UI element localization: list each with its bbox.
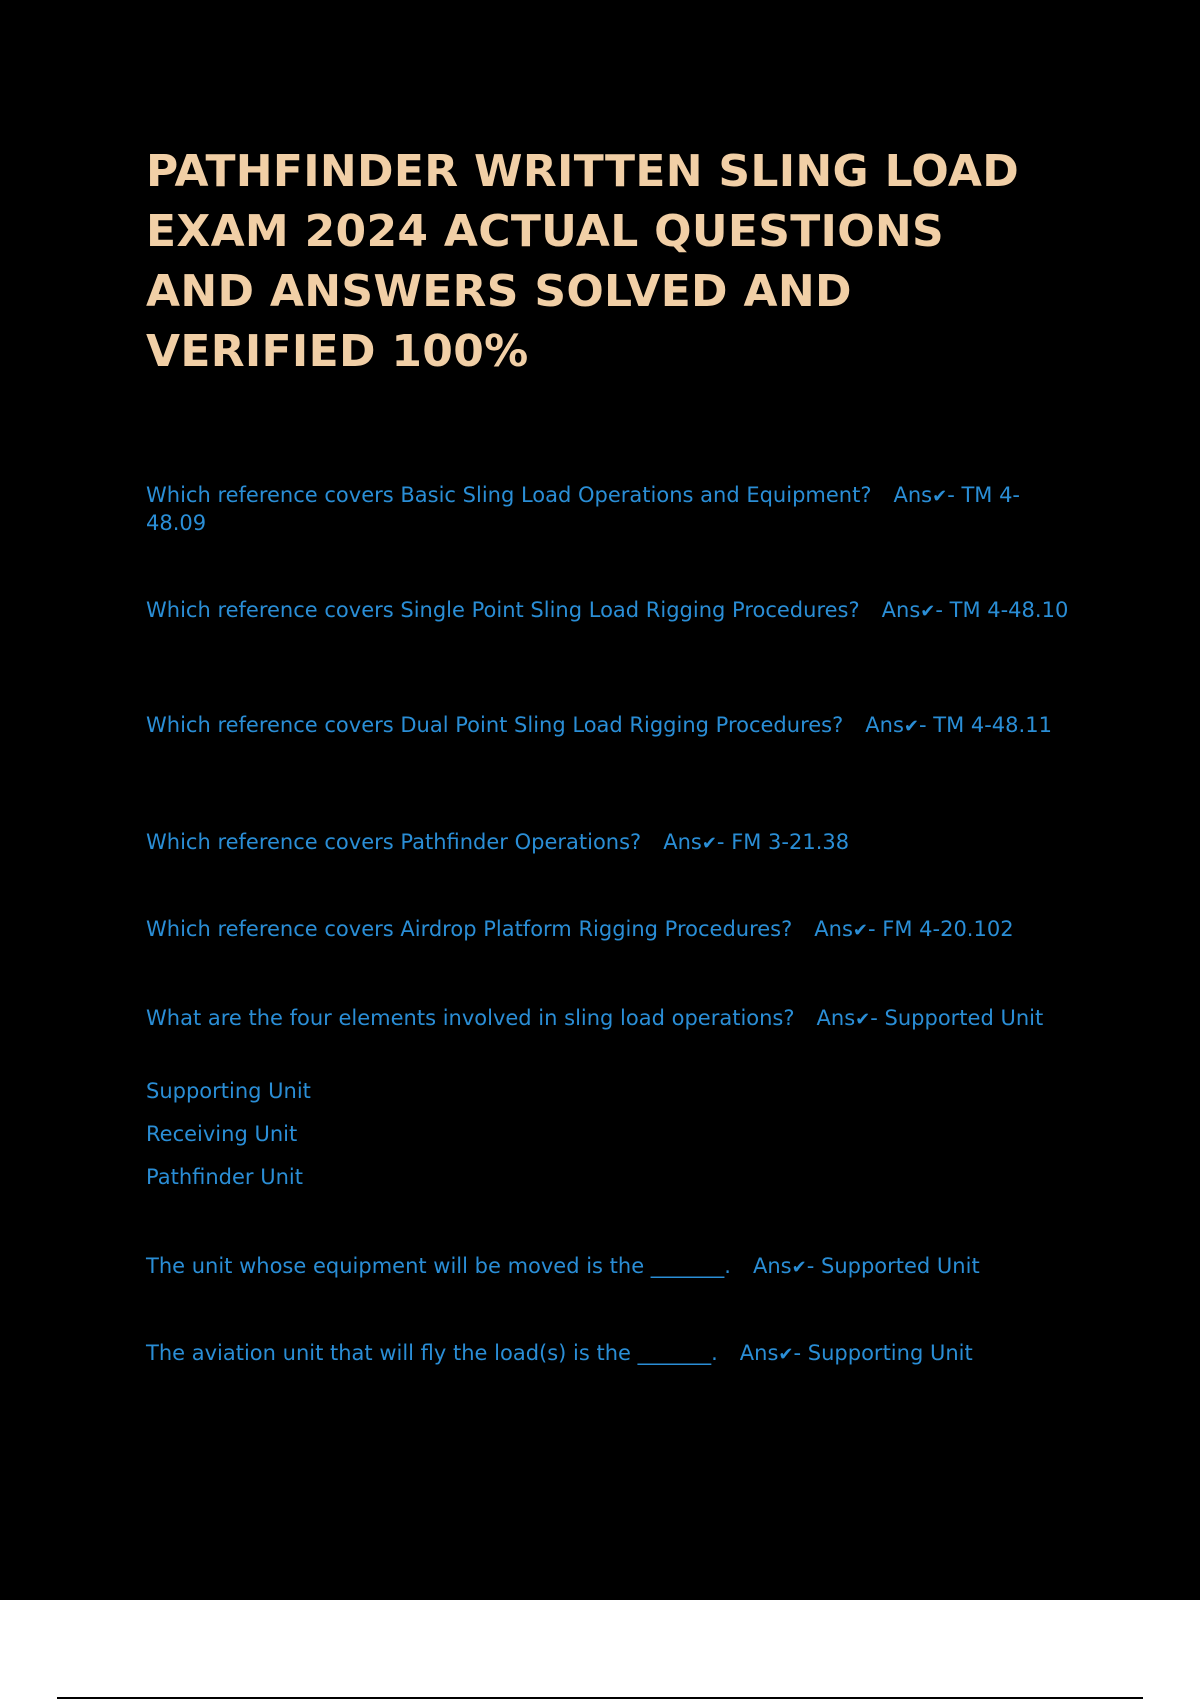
answer-label: Ans [893, 483, 933, 507]
answer-separator: - [870, 1006, 885, 1030]
question-text: The aviation unit that will fly the load(s) is the _______. [146, 1341, 718, 1365]
answer-label: Ans [663, 830, 702, 854]
answer-separator: - [716, 830, 732, 854]
check-icon: ✔ [855, 1009, 871, 1030]
answer-separator: - [806, 1254, 821, 1278]
question-text: Which reference covers Airdrop Platform Rigging Procedures? [146, 917, 793, 941]
answer-label: Ans [753, 1254, 792, 1278]
document-title: PATHFINDER WRITTEN SLING LOAD EXAM 2024 ACTUAL QUESTIONS AND ANSWERS SOLVED AND VERIFIED 100% [146, 146, 1020, 377]
answer-separator: - [918, 713, 934, 737]
question-text: The unit whose equipment will be moved is the _______. [146, 1254, 731, 1278]
footer-divider [57, 1697, 1143, 1699]
answer-text: Supported Unit [884, 1006, 1044, 1030]
answer-label: Ans [739, 1341, 779, 1365]
question-text: Which reference covers Dual Point Sling Load Rigging Procedures? [146, 713, 844, 737]
answer-text: TM 4-48.09 [146, 483, 1021, 535]
answer-list-line: Pathfinder Unit [146, 1165, 303, 1189]
answer-text: Supporting Unit [807, 1341, 973, 1365]
answer-text: Supported Unit [820, 1254, 980, 1278]
question-text: Which reference covers Basic Sling Load Operations and Equipment? [146, 483, 872, 507]
check-icon: ✔ [903, 716, 919, 737]
check-icon: ✔ [791, 1257, 807, 1278]
qa-item [146, 829, 1076, 857]
qa-item [146, 1340, 1076, 1368]
check-icon: ✔ [701, 833, 717, 854]
check-icon: ✔ [920, 601, 936, 622]
answer-text: TM 4-48.10 [949, 598, 1069, 622]
answer-separator: - [947, 483, 962, 507]
answer-text: TM 4-48.11 [933, 713, 1052, 737]
qa-item [146, 597, 1076, 625]
answer-label: Ans [881, 598, 921, 622]
answer-separator: - [935, 598, 950, 622]
check-icon: ✔ [778, 1344, 794, 1365]
answer-label: Ans [865, 713, 904, 737]
question-text: Which reference covers Pathfinder Operations? [146, 830, 642, 854]
question-text: Which reference covers Single Point Sling Load Rigging Procedures? [146, 598, 860, 622]
qa-item [146, 482, 1076, 537]
qa-item [146, 1005, 1076, 1033]
check-icon: ✔ [852, 920, 868, 941]
qa-item [146, 712, 1076, 740]
answer-list-line: Supporting Unit [146, 1079, 311, 1103]
answer-list-line: Receiving Unit [146, 1122, 298, 1146]
answer-label: Ans [814, 917, 853, 941]
answer-separator: - [868, 917, 883, 941]
answer-text: FM 3-21.38 [731, 830, 850, 854]
qa-item [146, 916, 1076, 944]
answer-separator: - [793, 1341, 808, 1365]
answer-label: Ans [816, 1006, 856, 1030]
answer-text: FM 4-20.102 [882, 917, 1014, 941]
qa-item [146, 1253, 1076, 1281]
question-text: What are the four elements involved in sling load operations? [146, 1006, 795, 1030]
check-icon: ✔ [932, 486, 948, 507]
